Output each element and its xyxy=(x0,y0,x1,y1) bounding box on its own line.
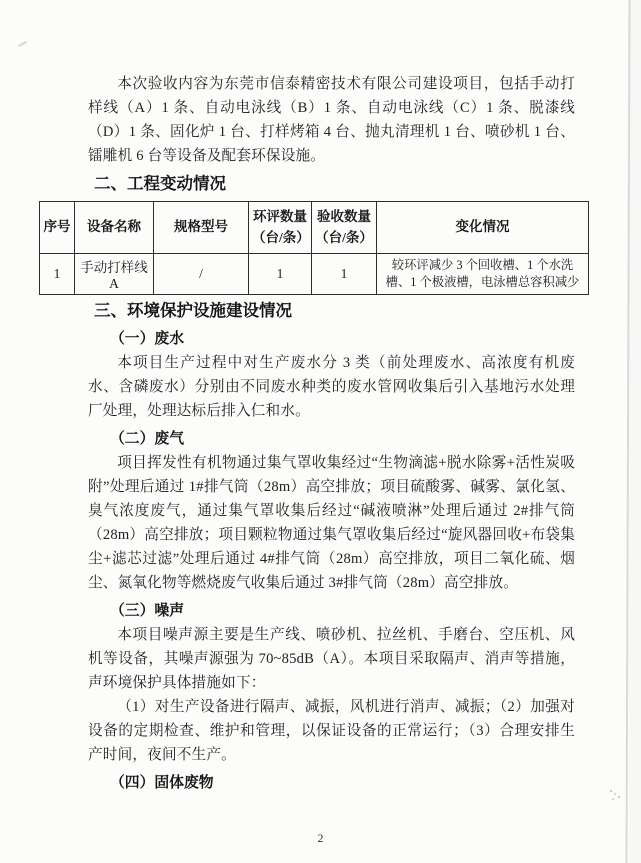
noise-paragraph: 本项目噪声源主要是生产线、喷砂机、拉丝机、手磨台、空压机、风机等设备，其噪声源强为 70~85dB（A）。本项目采取隔声、消声等措施，声环境保护具体措施如下： xyxy=(88,627,575,691)
page-number: 2 xyxy=(317,831,324,845)
scan-artifact xyxy=(18,41,27,47)
cell-change-status: 较环评减少 3 个回收槽、1 个水洗槽、1 个极液槽，电泳槽总容积减少 xyxy=(377,254,589,295)
col-header-change-status: 变化情况 xyxy=(377,202,589,254)
table-header-row xyxy=(40,202,589,254)
noise-measures-paragraph: （1）对生产设备进行隔声、减振，风机进行消声、减振；（2）加强对设备的定期检查、维护和管理，以保证设备的正常运行；（3）合理安排生产时间，夜间不生产。 xyxy=(88,699,575,763)
col-header-acceptance-quantity: 验收数量（台/条） xyxy=(312,202,377,254)
scan-margin-strip xyxy=(629,0,641,863)
cell-eia-quantity: 1 xyxy=(249,254,312,295)
section-heading-project-changes: 二、工程变动情况 xyxy=(94,174,226,193)
cell-index: 1 xyxy=(40,254,75,295)
intro-paragraph: 本次验收内容为东莞市信泰精密技术有限公司建设项目，包括手动打样线（A）1 条、自动电泳线（B）1 条、自动电泳线（C）1 条、脱漆线（D）1 条、固化炉 1 台、打样烤箱 4 台、抛丸清理机 1 台、喷砂机 1 台、镭雕机 6 台等设备及配套环保设施。 xyxy=(88,76,575,164)
subsection-heading-solid-waste: （四）固体废物 xyxy=(110,775,214,791)
table-row xyxy=(40,254,589,295)
col-header-equipment-name: 设备名称 xyxy=(75,202,154,254)
subsection-heading-noise: （三）噪声 xyxy=(110,603,184,619)
equipment-change-table xyxy=(39,201,589,295)
cell-equipment-name: 手动打样线 A xyxy=(75,254,154,295)
col-header-index: 序号 xyxy=(40,202,75,254)
cell-acceptance-quantity: 1 xyxy=(312,254,377,295)
wastewater-paragraph: 本项目生产过程中对生产废水分 3 类（前处理废水、高浓度有机废水、含磷废水）分别由不同废水种类的废水管网收集后引入基地污水处理厂处理，处理达标后排入仁和水。 xyxy=(88,355,575,419)
scan-artifact xyxy=(610,790,612,792)
cell-spec-model: / xyxy=(154,254,249,295)
col-header-spec-model: 规格型号 xyxy=(154,202,249,254)
col-header-eia-quantity: 环评数量（台/条） xyxy=(249,202,312,254)
waste-gas-paragraph: 项目挥发性有机物通过集气罩收集经过“生物滴滤+脱水除雾+活性炭吸附”处理后通过 1#排气筒（28m）高空排放；项目硫酸雾、碱雾、氯化氢、臭气浓度废气，通过集气罩收集后经过“碱液喷淋”处理后通过 2#排气筒（28m）高空排放；项目颗粒物通过集气罩收集后经过“旋风器回收+布袋集尘+滤芯过滤”处理后通过 4#排气筒（28m）高空排放，项目二氧化硫、烟尘、氮氧化物等燃烧废气收集后通过 3#排气筒（28m）高空排放。 xyxy=(88,455,575,591)
section-heading-env-facilities: 三、环境保护设施建设情况 xyxy=(94,301,292,320)
subsection-heading-waste-gas: （二）废气 xyxy=(110,431,184,447)
subsection-heading-wastewater: （一）废水 xyxy=(110,331,184,347)
document-body xyxy=(43,72,580,795)
